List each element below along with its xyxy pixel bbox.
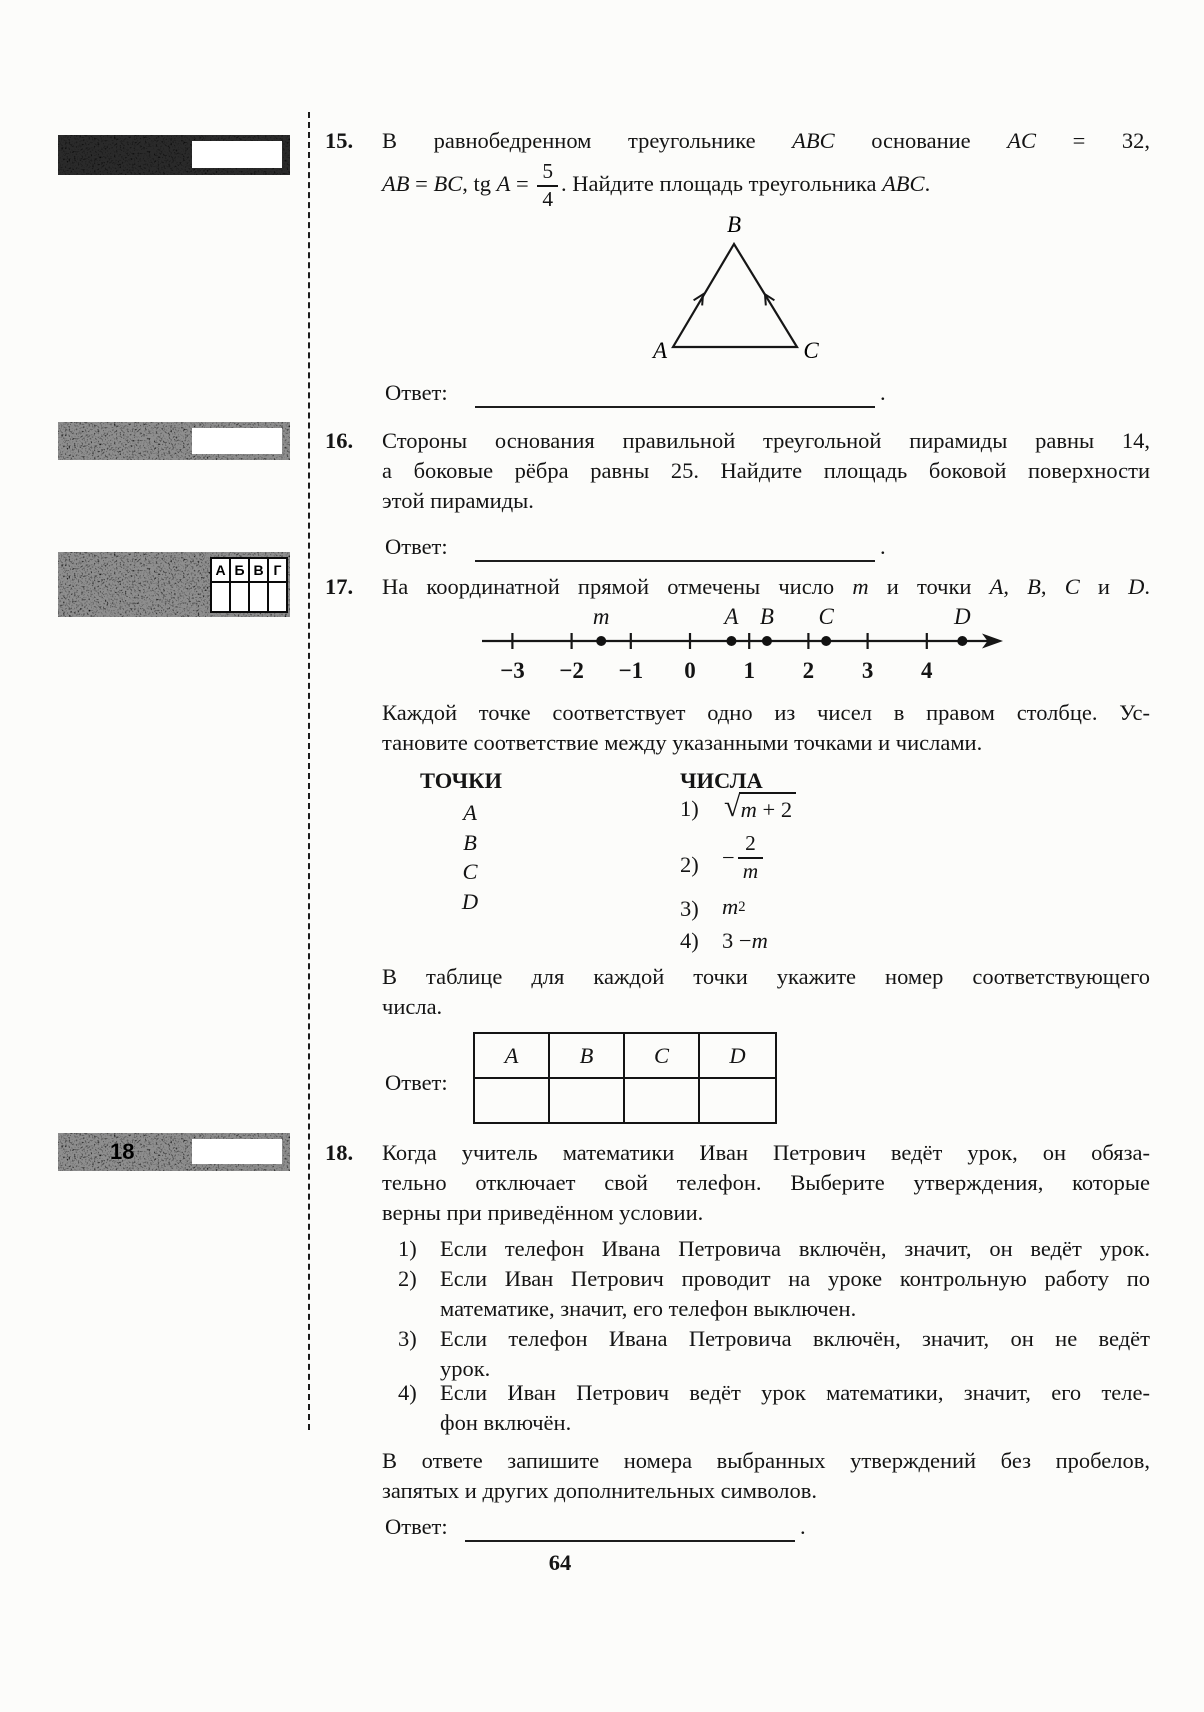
- tick-label: 2: [802, 658, 815, 683]
- grid-empty-cell: [230, 582, 249, 612]
- point-label-m: m: [592, 604, 610, 629]
- answer-period-18: .: [800, 1514, 806, 1539]
- number-option-3-index: 3): [680, 896, 699, 921]
- number-option-1-index: 1): [680, 796, 699, 821]
- point-label-d: D: [954, 604, 971, 629]
- statement-4-index: 4): [398, 1380, 417, 1405]
- point-label-a: A: [724, 604, 739, 629]
- tick-label: 1: [743, 658, 755, 683]
- problem-17-text-line1: На координатной прямой отмечены число m и точки A, B, C и D.: [382, 574, 1150, 599]
- number-option-4-expression: 3 − m: [722, 928, 768, 953]
- answer-slot-blank: [192, 1139, 282, 1164]
- answer-table-17: [473, 1032, 777, 1124]
- statement-4-line1: Если Иван Петрович ведёт урок математики, значит, его теле-: [440, 1380, 1150, 1405]
- problem-17-para-line2: тановите соответствие между указанными точками и числами.: [382, 730, 983, 755]
- point-label-c: C: [818, 604, 834, 629]
- grid-empty-cell: [211, 582, 230, 612]
- statement-1-line1: Если телефон Ивана Петровича включён, значит, он ведёт урок.: [440, 1236, 1150, 1261]
- answer-table-header-a: A: [475, 1034, 550, 1079]
- problem-16-number: 16.: [325, 428, 354, 453]
- answer-grid-abvg: [210, 557, 288, 613]
- triangle-figure: [630, 210, 850, 362]
- grid-empty-cell: [249, 582, 268, 612]
- answer-period-15: .: [880, 380, 886, 405]
- answer-label-17: Ответ:: [385, 1070, 448, 1095]
- point-item-b: B: [463, 830, 477, 855]
- answer-table-cell-c[interactable]: [625, 1079, 700, 1122]
- statement-4-line2: фон включён.: [440, 1410, 572, 1435]
- number-option-3-expression: m 2: [722, 894, 746, 919]
- vertex-label-c: C: [803, 338, 819, 362]
- answer-table-cell-a[interactable]: [475, 1079, 550, 1122]
- statement-2-line1: Если Иван Петрович проводит на уроке контрольную работу по: [440, 1266, 1150, 1291]
- problem-17-para-line1: Каждой точке соответствует одно из чисел в правом столбце. Ус-: [382, 700, 1150, 725]
- answer-blank-16[interactable]: [475, 532, 875, 562]
- tick-label: 0: [684, 658, 696, 683]
- point-item-a: A: [463, 800, 477, 825]
- problem-18-text-line3: верны при приведённом условии.: [382, 1200, 704, 1225]
- answer-table-header-d: D: [700, 1034, 775, 1079]
- statement-2-line2: математике, значит, его телефон выключен.: [440, 1296, 857, 1321]
- point-dot-d: [957, 636, 967, 646]
- problem-16-text-line2: а боковые рёбра равны 25. Найдите площадь боковой поверхности: [382, 458, 1150, 483]
- numbers-column-header: ЧИСЛА: [680, 768, 763, 793]
- margin-marker-problem-15: [58, 135, 290, 175]
- point-dot-c: [821, 636, 831, 646]
- statement-3-line1: Если телефон Ивана Петровича включён, значит, он не ведёт: [440, 1326, 1150, 1351]
- vertex-label-b: B: [726, 212, 742, 237]
- margin-marker-problem-18: [58, 1133, 290, 1171]
- answer-label-18: Ответ:: [385, 1514, 448, 1539]
- problem-16-text-line1: Стороны основания правильной треугольной пирамиды равны 14,: [382, 428, 1150, 453]
- answer-blank-15[interactable]: [475, 378, 875, 408]
- answer-label-15: Ответ:: [385, 380, 448, 405]
- number-option-1-expression: √ m + 2: [722, 792, 798, 825]
- problem-17-table-note-line1: В таблице для каждой точки укажите номер соответствующего: [382, 964, 1150, 989]
- tick-label: −3: [500, 658, 525, 683]
- answer-period-16: .: [880, 534, 886, 559]
- point-dot-a: [726, 636, 736, 646]
- tick-label: 3: [861, 658, 874, 683]
- tick-label: −1: [618, 658, 644, 683]
- answer-blank-18[interactable]: [465, 1512, 795, 1542]
- answer-table-cell-b[interactable]: [550, 1079, 625, 1122]
- point-dot-b: [762, 636, 772, 646]
- margin-marker-problem-16: [58, 422, 290, 460]
- problem-18-text-line1: Когда учитель математики Иван Петрович ведёт урок, он обяза-: [382, 1140, 1150, 1165]
- number-option-2-expression: − $\frac{2}{m}$: [722, 832, 766, 884]
- dashed-separator: [308, 112, 310, 1430]
- tick-label: 4: [921, 658, 933, 683]
- answer-table-header-b: B: [550, 1034, 625, 1079]
- page-number: 64: [548, 1550, 572, 1575]
- point-dot-m: [596, 636, 606, 646]
- problem-15-number: 15.: [325, 128, 354, 153]
- statement-3-index: 3): [398, 1326, 417, 1351]
- problem-15-text-line1: В равнобедренном треугольнике ABC основание AC = 32,: [382, 128, 1150, 153]
- problem-16-text-line3: этой пирамиды.: [382, 488, 534, 513]
- grid-letter: Б: [230, 558, 249, 582]
- statement-2-index: 2): [398, 1266, 417, 1291]
- number-option-2-index: 2): [680, 852, 699, 877]
- grid-letter: А: [211, 558, 230, 582]
- answer-slot-blank: [192, 428, 282, 454]
- problem-18-text-line2: тельно отключает свой телефон. Выберите утверждения, которые: [382, 1170, 1150, 1195]
- answer-label-16: Ответ:: [385, 534, 448, 559]
- grid-empty-cell: [268, 582, 287, 612]
- problem-18-note-line2: запятых и других дополнительных символов.: [382, 1478, 818, 1503]
- grid-letter: Г: [268, 558, 287, 582]
- tick-label: −2: [559, 658, 584, 683]
- margin-marker-problem-17: [58, 552, 290, 617]
- point-label-b: B: [759, 604, 774, 629]
- number-option-4-index: 4): [680, 928, 699, 953]
- problem-17-number: 17.: [325, 574, 354, 599]
- vertex-label-a: A: [652, 338, 668, 362]
- statement-1-index: 1): [398, 1236, 417, 1261]
- points-column-header: ТОЧКИ: [420, 768, 502, 793]
- number-line-figure: [460, 602, 1020, 694]
- answer-table-cell-d[interactable]: [700, 1079, 775, 1122]
- problem-18-note-line1: В ответе запишите номера выбранных утверждений без пробелов,: [382, 1448, 1150, 1473]
- marker-number: 18: [110, 1139, 135, 1164]
- point-item-c: C: [462, 859, 478, 884]
- problem-15-text-line2: AB = BC, tg A = $\frac{5}{4}$ . Найдите площадь треугольника ABC.: [382, 159, 931, 211]
- grid-letter: В: [249, 558, 268, 582]
- statement-3-line2: урок.: [440, 1356, 491, 1381]
- problem-18-number: 18.: [325, 1140, 354, 1165]
- point-item-d: D: [461, 889, 479, 914]
- answer-table-header-c: C: [625, 1034, 700, 1079]
- answer-slot-blank: [192, 141, 282, 168]
- problem-17-table-note-line2: числа.: [382, 994, 443, 1019]
